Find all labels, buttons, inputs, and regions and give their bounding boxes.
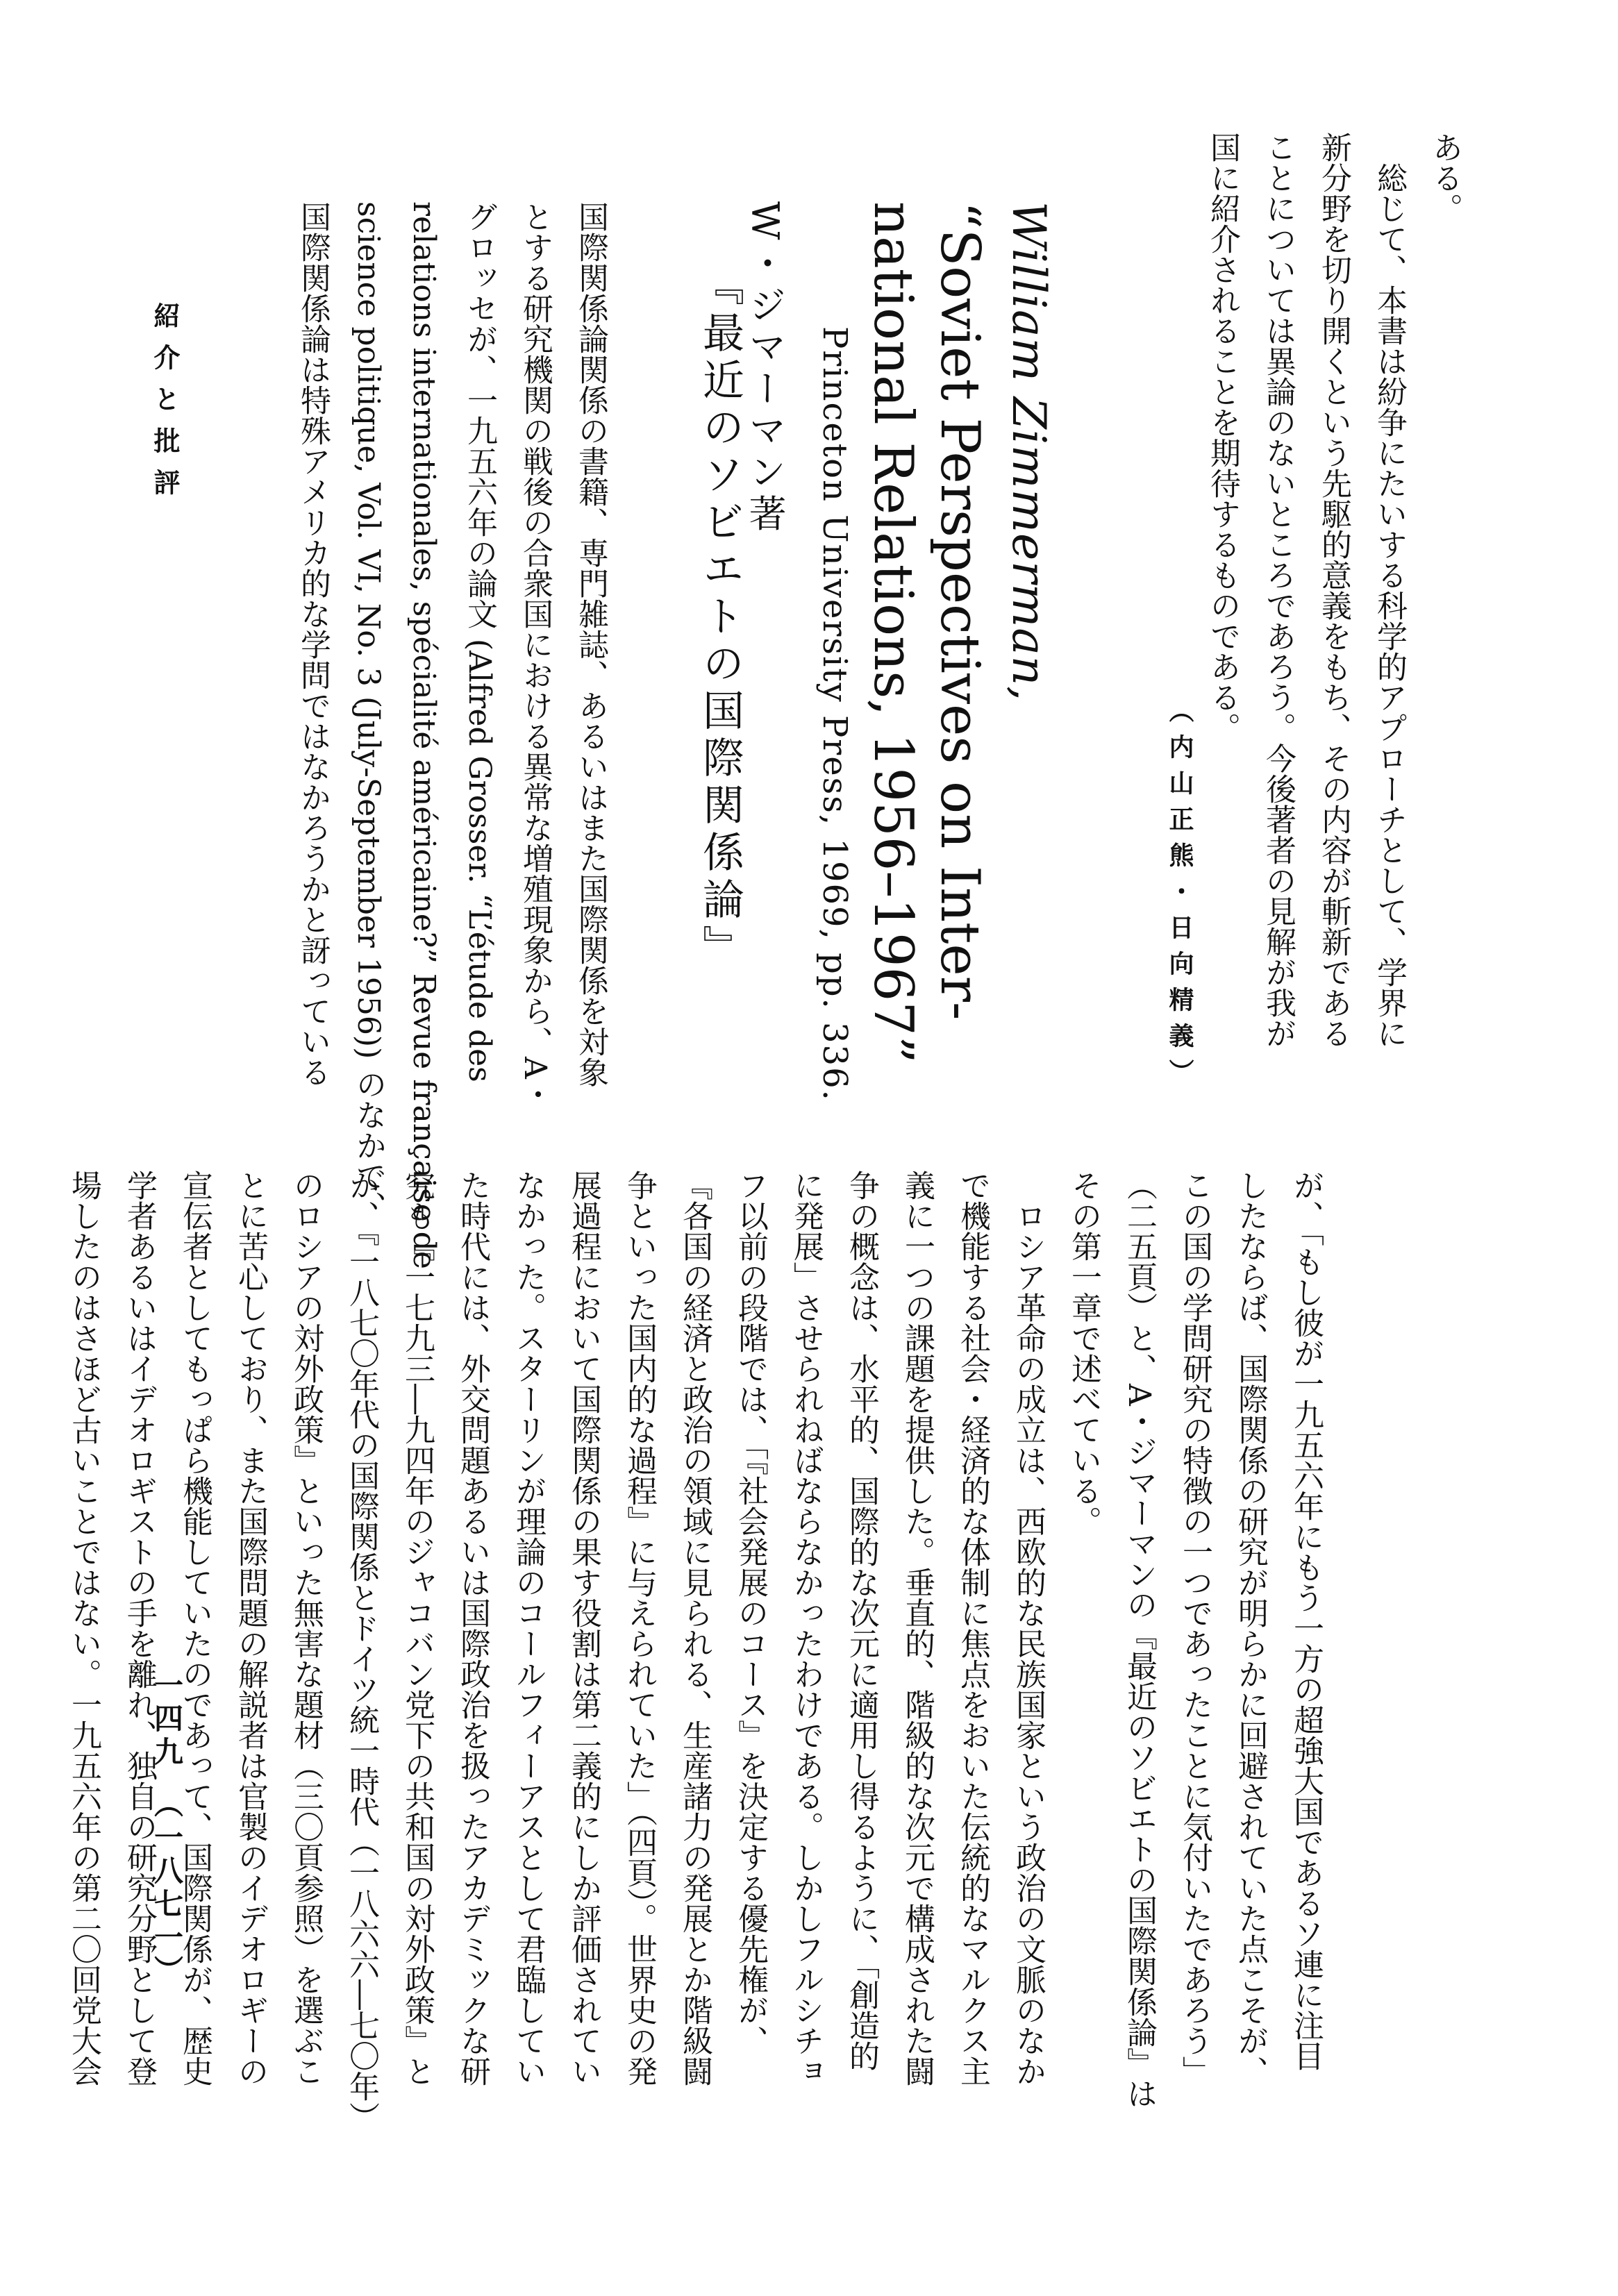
text-line: 場したのはさほど古いことではない。一九五六年の第二〇回党大会 (66, 1170, 101, 2086)
previous-review-text (1194, 132, 1472, 1118)
text-line: フ以前の段階では、「『社会発展のコース』を決定する優先権が、 (733, 1170, 768, 2056)
text-line: のロシアの対外政策』といった無害な題材（三〇頁参照）を選ぶこ (288, 1170, 324, 2086)
book-title-english-line: “Soviet Perspectives on Inter- (928, 201, 991, 1021)
text-line: 展過程において国際関係の果す役割は第二義的にしか評価されてい (566, 1170, 601, 2086)
text-line: 新分野を切り開くという先駆的意義をもち、その内容が斬新である (1316, 132, 1351, 1048)
text-line: その第一章で述べている。 (1066, 1170, 1101, 1536)
book-author-japanese: W・ジマーマン著 (743, 201, 787, 536)
text-line: 学者あるいはイデオロギストの手を離れ、独自の研究分野として登 (122, 1170, 157, 2086)
text-line: （二五頁）と、A・ジマーマンの『最近のソビエトの国際関係論』は (1121, 1170, 1157, 2109)
text-line: 『各国の経済と政治の領域に見られる、生産諸力の発展とか階級闘 (677, 1170, 712, 2086)
reviewer-signature: （内山正熊・日向精義） (1165, 698, 1194, 1095)
text-line: ある。 (1427, 132, 1462, 224)
text-line: とに苦心しており、また国際問題の解説者は官製のイデオロギーの (233, 1170, 268, 2086)
book-title-english (860, 201, 993, 1064)
text-line: ことについては異論のないところであろう。今後著者の見解が我が (1260, 132, 1296, 1048)
text-line: 国に紹介されることを期待するものである。 (1205, 132, 1240, 743)
text-line: で機能する社会・経済的な体制に焦点をおいた伝統的なマルクス主 (955, 1170, 990, 2086)
text-line: relations internationales, spécialité américaine?” Revue française de (406, 201, 442, 1269)
page-number: 一四九 （一八七一） (150, 1670, 184, 1988)
book-author-english: William Zimmerman, (1002, 201, 1056, 702)
text-line: なかった。スターリンが理論のコールフィーアスとして君臨してい (510, 1170, 546, 2086)
text-line: 総じて、本書は紛争にたいする科学的アプローチとして、学界に (1371, 132, 1407, 1048)
text-line: 国際関係論は特殊アメリカ的な学問ではなかろうかと訝っている (295, 201, 331, 1087)
text-line: とする研究機関の戦後の合衆国における異常な増殖現象から、A・ (517, 201, 553, 1109)
text-line: 宣伝者としてもっぱら機能していたのであって、国際関係が、歴史 (177, 1170, 212, 2086)
text-line: 争といった国内的な過程』に与えられていた」（四頁）。世界史の発 (622, 1170, 657, 2086)
text-line: したならば、国際関係の研究が明らかに回避されていた点こそが、 (1233, 1170, 1268, 2086)
text-line: science politique, Vol. VI, No. 3 (July-September 1956)) のなかで、 (351, 201, 386, 1222)
text-line: 究も『一七九三―九四年のジャコバン党下の共和国の対外政策』と (399, 1170, 435, 2086)
review-body-text (56, 1170, 1333, 2132)
text-line: ロシア革命の成立は、西欧的な民族国家という政治の文脈のなか (1010, 1170, 1046, 2086)
text-line: グロッセが、一九五六年の論文 (Alfred Grosser. “L’étude des (462, 201, 497, 1082)
book-title-japanese: 『最近のソビエトの国際関係論』 (696, 264, 744, 972)
text-line: か、『一八七〇年代の国際関係とドイツ統一時代（一八六六―七〇年） (344, 1170, 379, 2132)
book-title-english-line: national Relations, 1956–1967” (862, 201, 924, 1064)
text-line: 義に一つの課題を提供した。垂直的、階級的な次元で構成された闘 (899, 1170, 935, 2086)
text-line: この国の学問研究の特徴の一つであったことに気付いたであろう」 (1177, 1170, 1212, 2086)
text-line: た時代には、外交問題あるいは国際政治を扱ったアカデミックな研 (455, 1170, 490, 2086)
review-opening-text (285, 201, 618, 1269)
text-line: が、「もし彼が一九五六年にもう一方の超強大国であるソ連に注目 (1288, 1170, 1324, 2071)
running-head: 紹介と批評 (149, 302, 181, 510)
text-line: 争の概念は、水平的、国際的な次元に適用し得るように、「創造的 (844, 1170, 879, 2071)
book-publisher: Princeton University Press, 1969, pp. 336. (815, 326, 854, 1102)
text-line: 国際関係論関係の書籍、専門雑誌、あるいはまた国際関係を対象 (573, 201, 608, 1087)
text-line: に発展」させられねばならなかったわけである。しかしフルシチョ (788, 1170, 824, 2086)
